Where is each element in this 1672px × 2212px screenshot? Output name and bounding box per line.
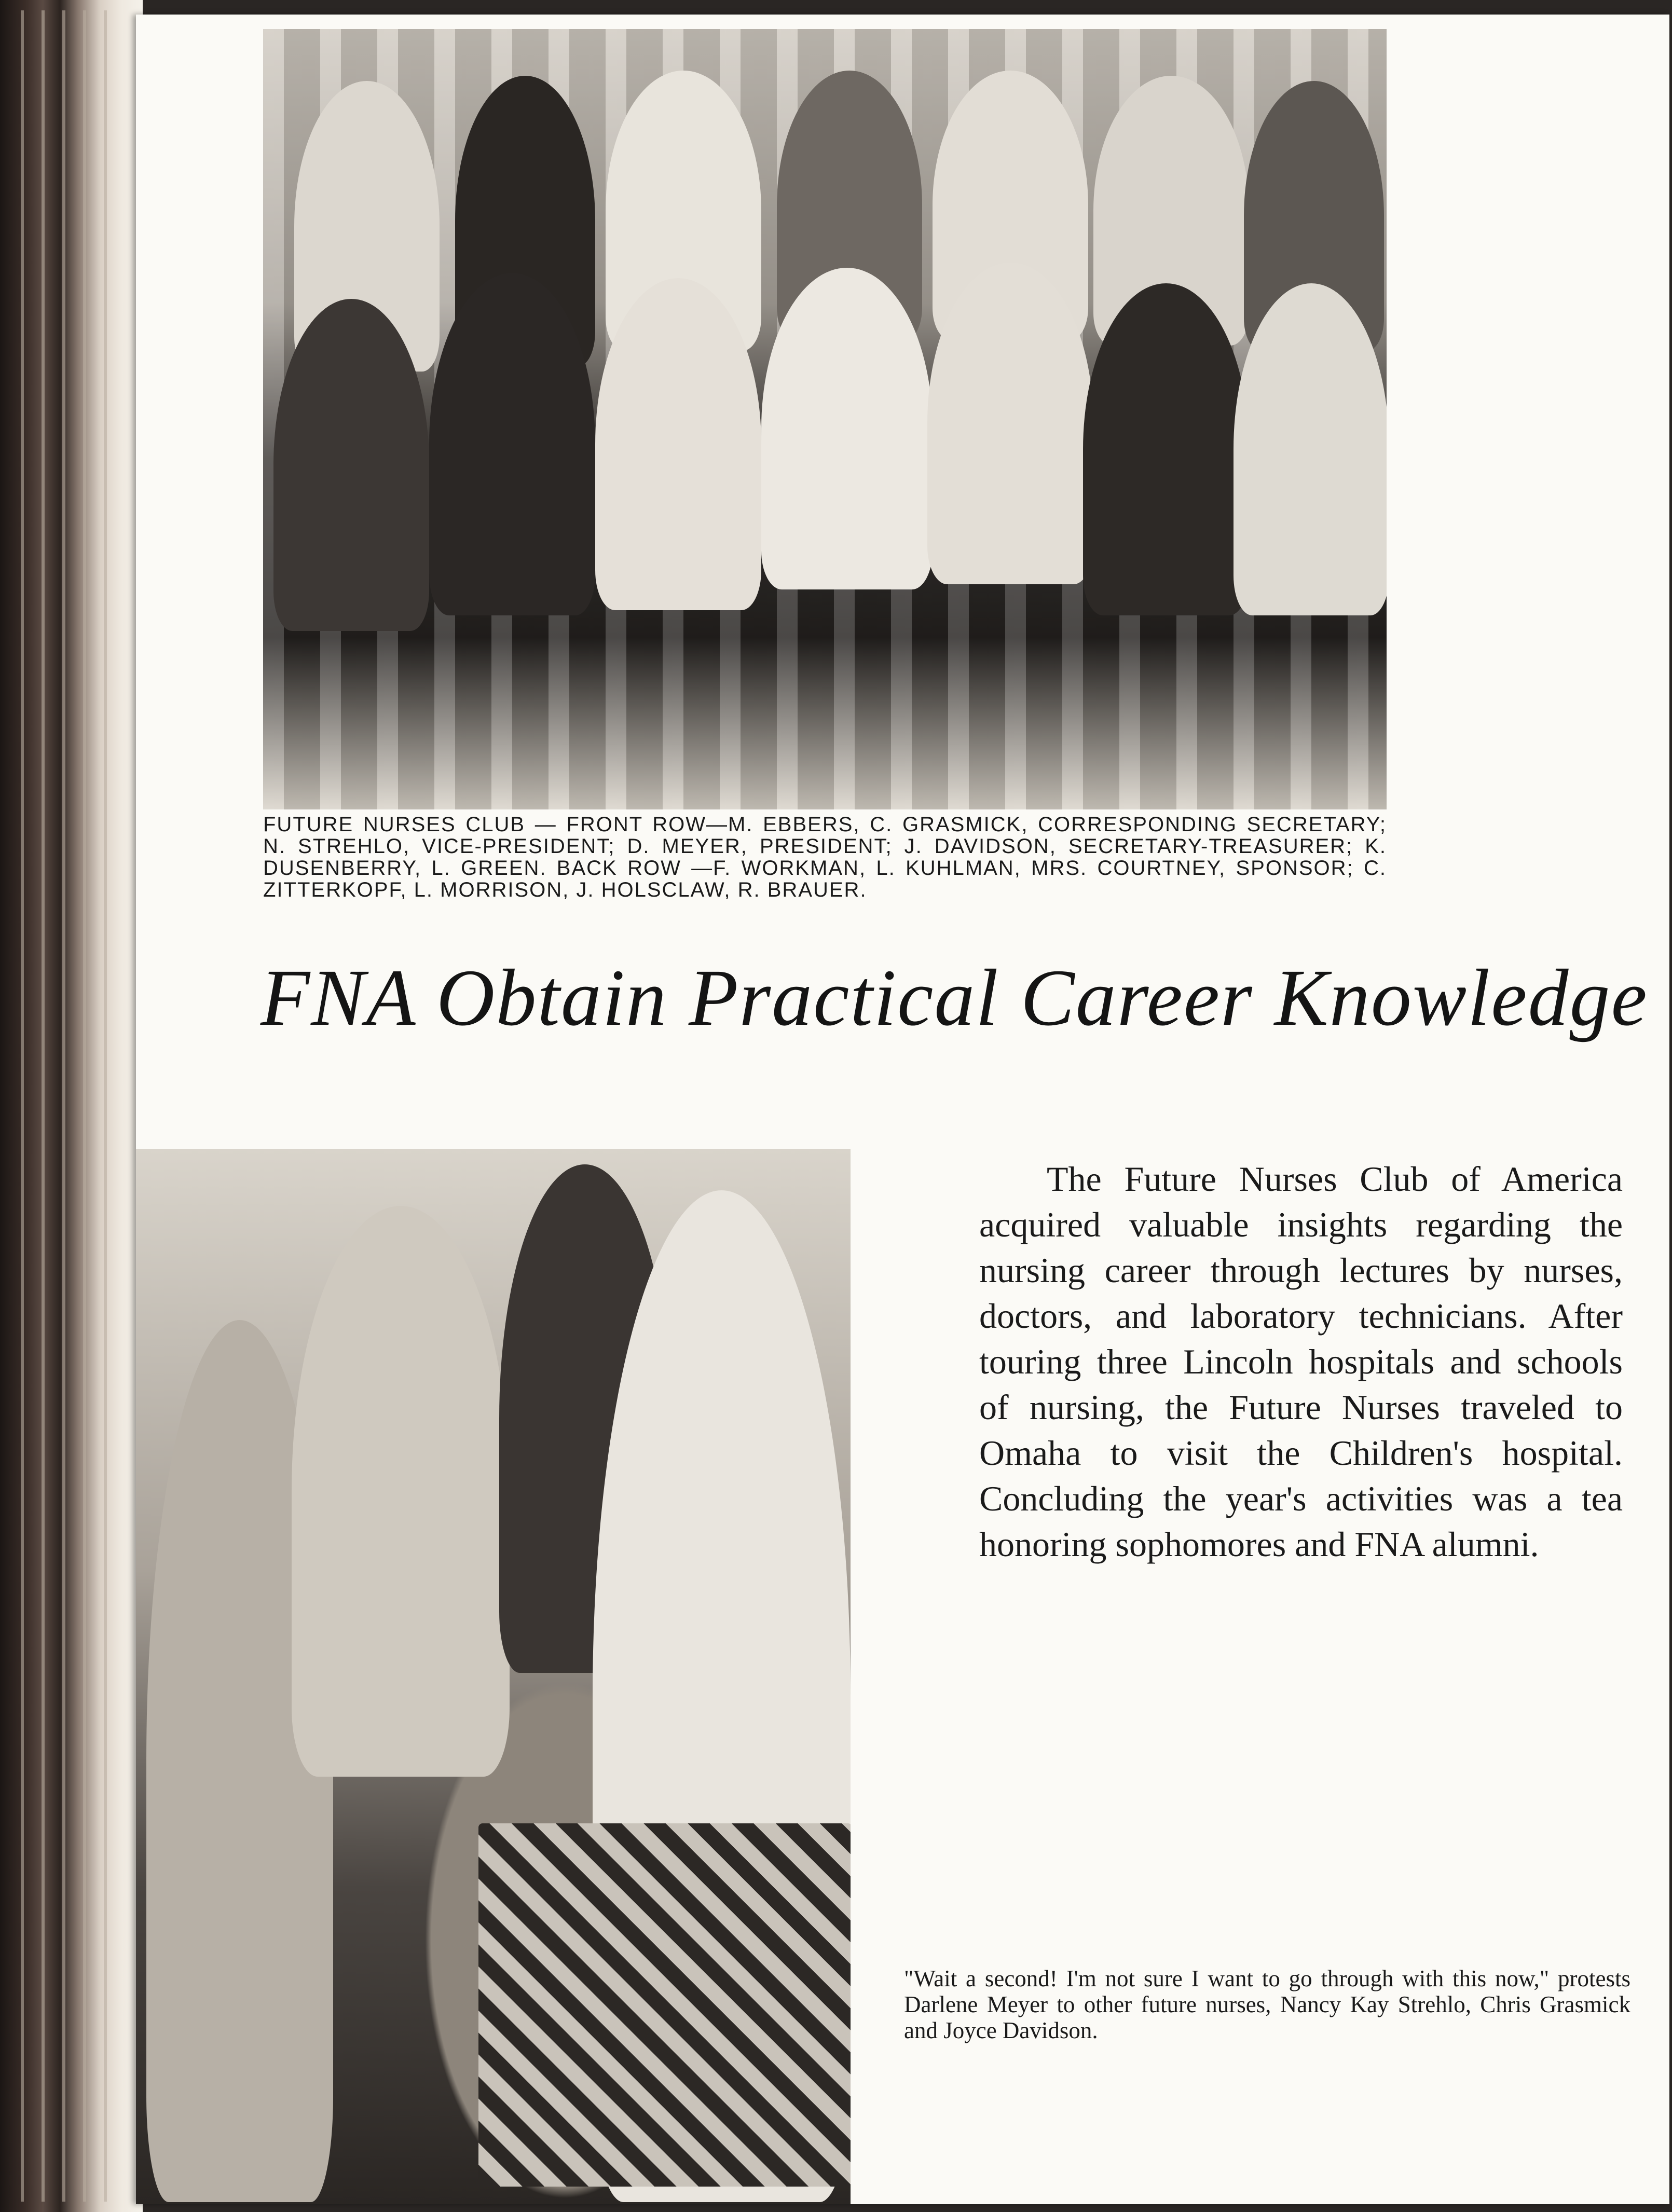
person-figure (429, 273, 595, 615)
plaid-skirt (478, 1823, 851, 2187)
book-spine (0, 0, 143, 2212)
person-figure (273, 299, 429, 631)
person-figure (927, 263, 1093, 584)
article-body: The Future Nurses Club of America acquired valuable insights regarding the nursing career through lectures by nurses, doctors, and laboratory technicians. After touring three Lincoln hospitals and schools of nursing, the Future Nurses traveled to Omaha to visit the Children's hospital. Concluding the year's activities was a tea honoring sophomores and FNA alumni. (979, 1159, 1623, 1564)
person-figure (1083, 283, 1249, 615)
group-photo-caption: FUTURE NURSES CLUB — FRONT ROW—M. EBBERS, C. GRASMICK, CORRESPONDING SECRETARY; N. STREHLO, VICE-PRESIDENT; D. MEYER, PRESIDENT; J. DAVIDSON, SECRETARY-TREASURER; K. DUSENBERRY, L. GREEN. BACK ROW —F. WORKMAN, L. KUHLMAN, MRS. COURTNEY, SPONSOR; C. ZITTERKOPF, L. MORRISON, J. HOLSCLAW, R. BRAUER. (263, 813, 1387, 901)
page-edge (62, 10, 65, 2202)
yearbook-page (136, 15, 1669, 2204)
page-edge (21, 10, 24, 2202)
candid-photo-caption: "Wait a second! I'm not sure I want to go through with this now," protests Darlene Meyer to other future nurses, Nancy Kay Strehlo, Chris Grasmick and Joyce Davidson. (904, 1966, 1630, 2043)
person-figure (595, 278, 761, 610)
person-figure (1234, 283, 1387, 615)
person-figure (292, 1206, 510, 1777)
page-edge (104, 10, 107, 2202)
person-figure (761, 268, 933, 589)
candid-photo (136, 1149, 851, 2204)
group-photo (263, 29, 1387, 809)
page-headline: FNA Obtain Practical Career Knowledge (261, 953, 1648, 1042)
page-edge (42, 10, 45, 2202)
page-edge (83, 10, 86, 2202)
